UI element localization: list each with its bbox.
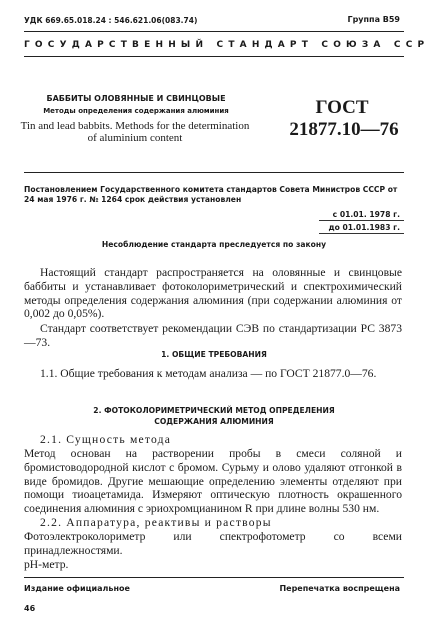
paragraph-1-1: 1.1. Общие требования к методам анализа — по ГОСТ 21877.0—76. <box>40 367 377 380</box>
date-to-underline <box>319 233 404 234</box>
paragraph-2-1-heading: 2.1. Сущность метода <box>40 433 172 446</box>
section-2-title-line1: 2. ФОТОКОЛОРИМЕТРИЧЕСКИЙ МЕТОД ОПРЕДЕЛЕНИЯ <box>93 406 335 415</box>
header-divider-bottom <box>24 56 404 57</box>
equipment-item-1: Фотоэлектроколориметр или спектрофотометр со всеми принадлежностями. <box>24 530 402 557</box>
decree-text: Постановлением Государственного комитета стандартов Совета Министров СССР от 24 мая 1976 г. № 1264 срок действия установлен <box>24 185 398 204</box>
date-to: до 01.01.1983 г. <box>328 223 400 232</box>
group-code: Группа В59 <box>347 15 400 24</box>
title-en: Tin and lead babbits. Methods for the determination of aluminium content <box>20 120 250 144</box>
udk-code: УДК 669.65.018.24 : 546.621.06(083.74) <box>24 16 198 25</box>
paragraph-2-2-heading: 2.2. Аппаратура, реактивы и растворы <box>40 516 272 529</box>
standard-name: ГОСУДАРСТВЕННЫЙ СТАНДАРТ СОЮЗА ССР <box>24 40 430 50</box>
paragraph-2-1-text: Метод основан на растворении пробы в смеси соляной и бромистоводородной кислот с бромом. Сурьму и олово удаляют отгонкой в виде бромидов. Другие мешающие определению элементы отделяют при помощи тиоацетамида. Измеряют оптическую плотность окрашенного соединения алюминия с эриохромцианином R при длине волны 530 нм. <box>24 447 402 516</box>
date-from: с 01.01. 1978 г. <box>332 210 400 219</box>
subtitle-ru: Методы определения содержания алюминия <box>43 107 229 115</box>
page-number: 46 <box>24 604 36 613</box>
equipment-item-2: pH-метр. <box>24 558 69 571</box>
section-1-title: 1. ОБЩИЕ ТРЕБОВАНИЯ <box>161 350 267 359</box>
gost-number: 21877.10—76 <box>289 119 399 140</box>
law-notice: Несоблюдение стандарта преследуется по закону <box>101 240 327 249</box>
sev-paragraph: Стандарт соответствует рекомендации СЭВ по стандартизации РС 3873—73. <box>24 322 402 349</box>
section-2-title-line2: СОДЕРЖАНИЯ АЛЮМИНИЯ <box>154 417 274 426</box>
reprint-note: Перепечатка воспрещена <box>279 584 400 593</box>
gost-label: ГОСТ <box>315 97 369 118</box>
intro-paragraph: Настоящий стандарт распространяется на оловянные и свинцовые баббиты и устанавливает фотоколориметрический и спектрохимический методы определения содержания алюминия (при содержании алюминия от 0,002 до 0,05%). <box>24 266 402 321</box>
edition-note: Издание официальное <box>24 584 130 593</box>
title-divider <box>24 172 404 173</box>
footer-divider <box>24 577 404 578</box>
title-ru: БАББИТЫ ОЛОВЯННЫЕ И СВИНЦОВЫЕ <box>46 94 226 103</box>
header-divider-top <box>24 31 404 32</box>
date-from-underline <box>319 220 404 221</box>
